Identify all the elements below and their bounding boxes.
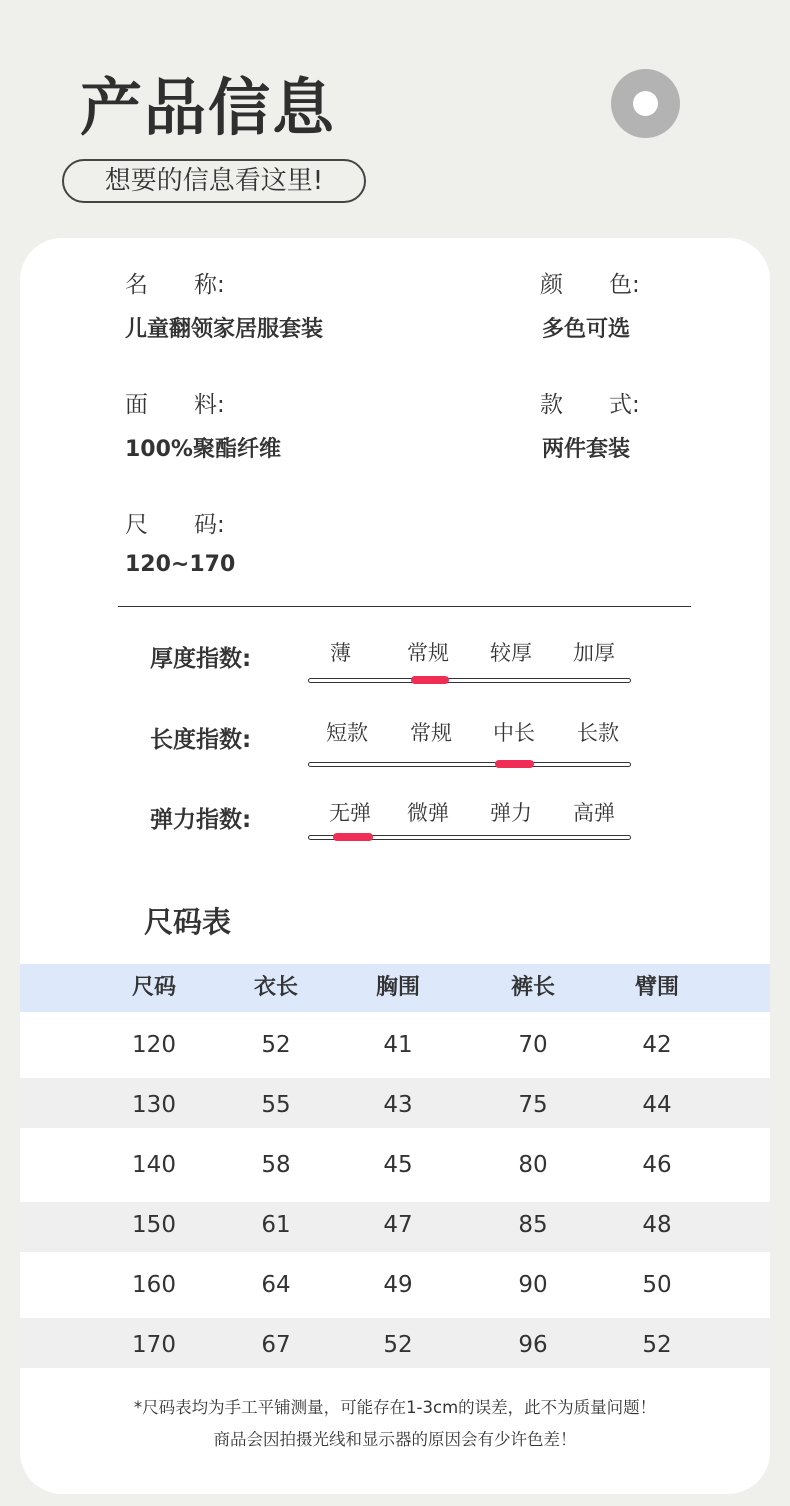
- circle-decoration-icon: [611, 69, 680, 138]
- thickness-option: 加厚: [573, 641, 615, 665]
- length-option: 常规: [410, 721, 452, 745]
- table-row: [20, 1078, 770, 1128]
- style-value: 两件套装: [542, 437, 631, 462]
- elasticity-track: [308, 835, 631, 840]
- table-cell: 160: [132, 1272, 176, 1298]
- subtitle-pill: 想要的信息看这里!: [62, 159, 366, 203]
- table-cell: 42: [642, 1032, 672, 1058]
- size-value: 120~170: [125, 552, 236, 577]
- elasticity-option: 微弹: [407, 801, 449, 825]
- length-option: 中长: [493, 721, 535, 745]
- table-cell: 50: [642, 1272, 672, 1298]
- name-value: 儿童翻领家居服套装: [125, 317, 324, 342]
- elasticity-marker: [333, 833, 373, 841]
- size-chart-title: 尺码表: [144, 905, 232, 939]
- name-label: 名 称:: [125, 272, 225, 298]
- table-cell: 64: [261, 1272, 291, 1298]
- thickness-marker: [411, 676, 449, 684]
- style-label: 款 式:: [540, 392, 640, 418]
- table-cell: 75: [518, 1092, 548, 1118]
- color-label: 颜 色:: [540, 272, 640, 298]
- table-header-cell: 尺码: [131, 975, 176, 1000]
- size-label: 尺 码:: [125, 512, 225, 538]
- table-header-cell: 臂围: [634, 975, 679, 1000]
- table-row: [20, 1318, 770, 1368]
- table-cell: 49: [383, 1272, 413, 1298]
- elasticity-option: 无弹: [329, 801, 371, 825]
- table-cell: 90: [518, 1272, 548, 1298]
- table-cell: 80: [518, 1152, 548, 1178]
- fabric-label: 面 料:: [125, 392, 225, 418]
- table-cell: 43: [383, 1092, 413, 1118]
- table-cell: 120: [132, 1032, 176, 1058]
- table-cell: 61: [261, 1212, 291, 1238]
- table-cell: 58: [261, 1152, 291, 1178]
- table-header-cell: 胸围: [375, 975, 420, 1000]
- table-cell: 96: [518, 1332, 548, 1358]
- elasticity-label: 弹力指数:: [150, 807, 252, 833]
- page-title: 产品信息: [80, 71, 337, 144]
- table-cell: 150: [132, 1212, 176, 1238]
- length-option: 长款: [577, 721, 619, 745]
- table-cell: 52: [383, 1332, 413, 1358]
- table-cell: 48: [642, 1212, 672, 1238]
- fabric-value: 100%聚酯纤维: [125, 437, 281, 462]
- divider: [118, 606, 691, 607]
- table-cell: 52: [642, 1332, 672, 1358]
- table-cell: 46: [642, 1152, 672, 1178]
- table-cell: 70: [518, 1032, 548, 1058]
- table-row: [20, 1252, 770, 1318]
- length-label: 长度指数:: [150, 727, 252, 753]
- length-option: 短款: [326, 721, 368, 745]
- table-cell: 170: [132, 1332, 176, 1358]
- table-header-cell: 衣长: [253, 975, 298, 1000]
- thickness-option: 常规: [407, 641, 449, 665]
- elasticity-option: 高弹: [573, 801, 615, 825]
- table-cell: 85: [518, 1212, 548, 1238]
- thickness-track: [308, 678, 631, 683]
- table-cell: 45: [383, 1152, 413, 1178]
- length-marker: [495, 760, 534, 768]
- elasticity-option: 弹力: [490, 801, 532, 825]
- thickness-option: 较厚: [490, 641, 532, 665]
- table-row: [20, 1128, 770, 1202]
- table-cell: 67: [261, 1332, 291, 1358]
- color-value: 多色可选: [542, 317, 631, 342]
- thickness-option: 薄: [330, 641, 351, 665]
- table-row: [20, 1202, 770, 1252]
- product-info-card: [20, 238, 770, 1494]
- table-cell: 47: [383, 1212, 413, 1238]
- table-cell: 140: [132, 1152, 176, 1178]
- table-cell: 41: [383, 1032, 413, 1058]
- color-difference-note: 商品会因拍摄光线和显示器的原因会有少许色差！: [213, 1430, 577, 1449]
- table-cell: 55: [261, 1092, 291, 1118]
- table-cell: 52: [261, 1032, 291, 1058]
- table-cell: 44: [642, 1092, 672, 1118]
- table-header-cell: 裤长: [510, 975, 555, 1000]
- table-cell: 130: [132, 1092, 176, 1118]
- length-track: [308, 762, 631, 767]
- measurement-note: *尺码表均为手工平铺测量，可能存在1-3cm的误差，此不为质量问题！: [133, 1398, 657, 1417]
- thickness-label: 厚度指数:: [150, 646, 252, 672]
- size-table-header: [20, 964, 770, 1012]
- table-row: [20, 1012, 770, 1078]
